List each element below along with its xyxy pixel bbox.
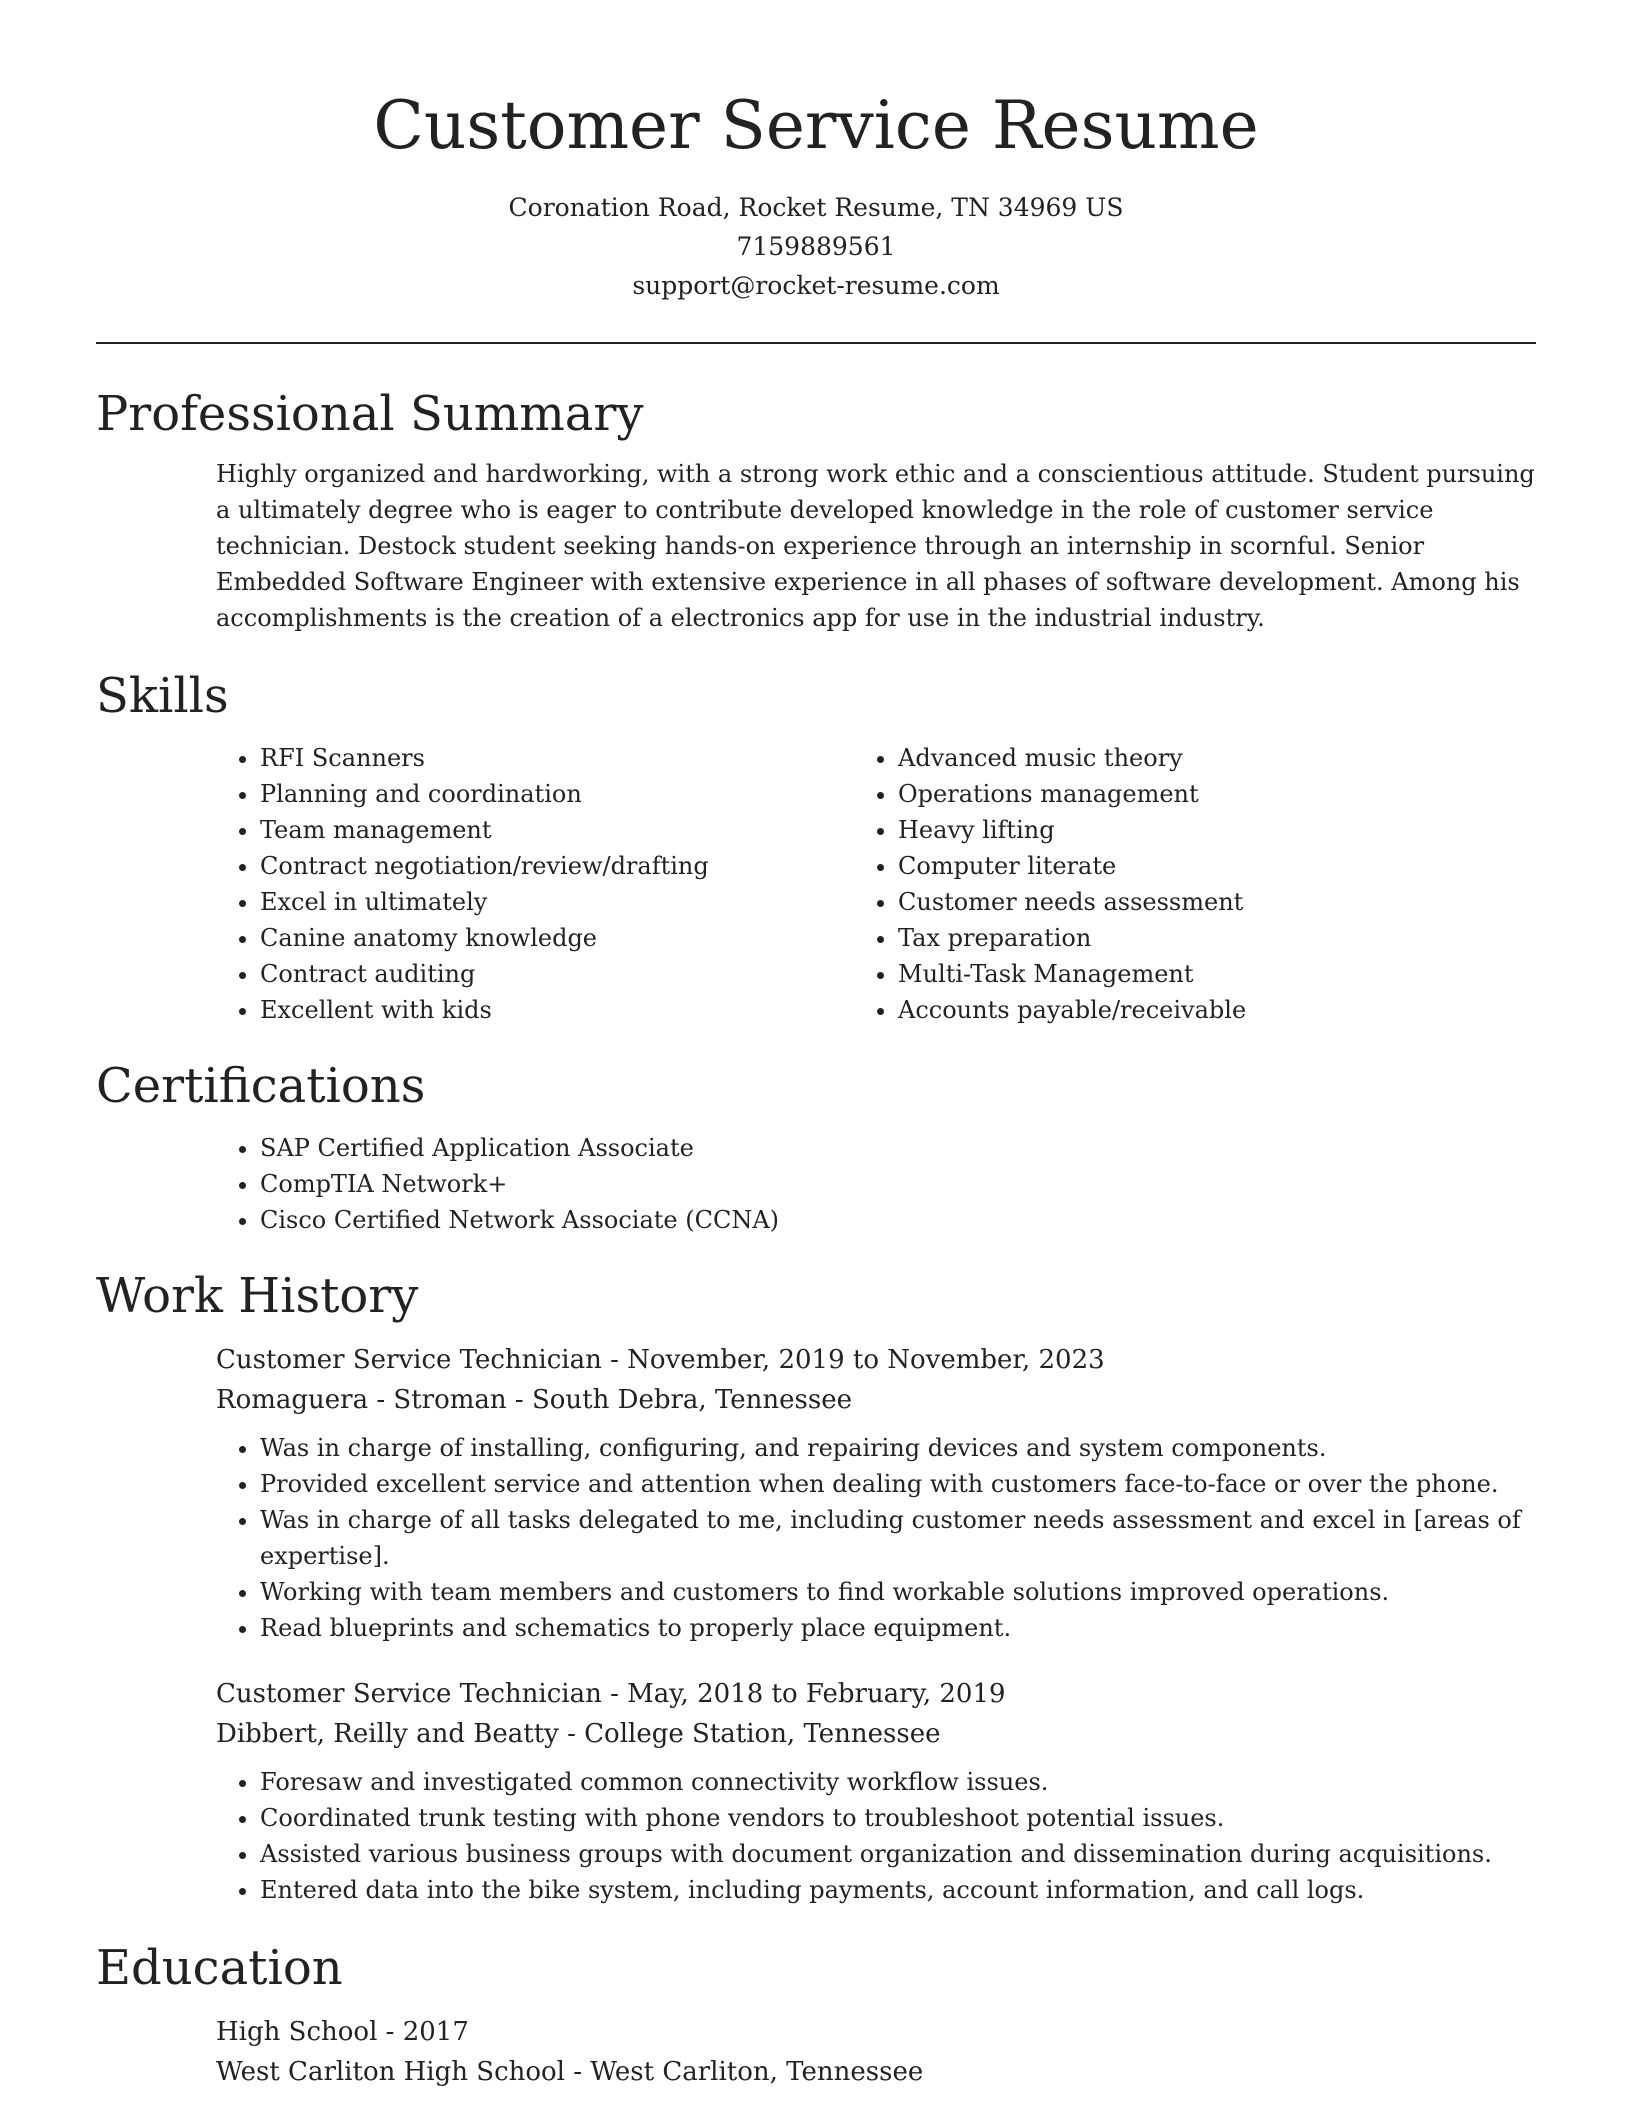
professional-summary-heading: Professional Summary bbox=[96, 386, 644, 442]
skill-item: • Advanced music theory bbox=[898, 740, 1536, 776]
job-company-line: Romaguera - Stroman - South Debra, Tennessee bbox=[216, 1385, 853, 1415]
job-role-line: Customer Service Technician - November, 2019 to November, 2023 bbox=[216, 1345, 1105, 1375]
skills-right-list bbox=[898, 740, 1536, 1028]
job-entry bbox=[216, 1674, 1536, 1908]
work-history-heading: Work History bbox=[96, 1268, 419, 1324]
certifications-list bbox=[260, 1130, 1536, 1238]
certification-item: • SAP Certified Application Associate bbox=[260, 1130, 1536, 1166]
skill-item: • Operations management bbox=[898, 776, 1536, 812]
contact-phone: 7159889561 bbox=[736, 232, 896, 261]
job-bullet: • Assisted various business groups with document organization and dissemination during acquisitions. bbox=[260, 1836, 1536, 1872]
job-bullet: • Coordinated trunk testing with phone vendors to troubleshoot potential issues. bbox=[260, 1800, 1536, 1836]
job-company-line: Dibbert, Reilly and Beatty - College Station, Tennessee bbox=[216, 1719, 941, 1749]
certifications-heading: Certifications bbox=[96, 1058, 426, 1114]
job-bullet: • Foresaw and investigated common connectivity workflow issues. bbox=[260, 1764, 1536, 1800]
education-section bbox=[96, 1936, 1536, 2092]
professional-summary-section bbox=[96, 382, 1536, 636]
skill-item: • Team management bbox=[260, 812, 898, 848]
skill-item: • Canine anatomy knowledge bbox=[260, 920, 898, 956]
work-history-section bbox=[96, 1264, 1536, 1908]
certification-item: • CompTIA Network+ bbox=[260, 1166, 1536, 1202]
skill-item: • Contract negotiation/review/drafting bbox=[260, 848, 898, 884]
job-bullet: • Working with team members and customers to find workable solutions improved operations. bbox=[260, 1574, 1536, 1610]
job-bullet: • Provided excellent service and attention when dealing with customers face-to-face or over the phone. bbox=[260, 1466, 1536, 1502]
education-degree-line: High School - 2017 bbox=[216, 2017, 469, 2047]
skills-section bbox=[96, 664, 1536, 1028]
education-heading: Education bbox=[96, 1940, 343, 1996]
job-bullet: • Was in charge of installing, configuring, and repairing devices and system components. bbox=[260, 1430, 1536, 1466]
job-bullet: • Entered data into the bike system, including payments, account information, and call logs. bbox=[260, 1872, 1536, 1908]
job-bullet: • Was in charge of all tasks delegated to me, including customer needs assessment and excel in [areas of expertise]. bbox=[260, 1502, 1536, 1574]
job-bullets bbox=[260, 1430, 1536, 1646]
contact-email: support@rocket-resume.com bbox=[632, 271, 1000, 300]
resume-name: Customer Service Resume bbox=[373, 87, 1259, 164]
certification-item: • Cisco Certified Network Associate (CCNA) bbox=[260, 1202, 1536, 1238]
skill-item: • Excellent with kids bbox=[260, 992, 898, 1028]
education-entry bbox=[216, 2012, 1536, 2092]
resume-header bbox=[0, 86, 1632, 305]
skill-item: • Contract auditing bbox=[260, 956, 898, 992]
skills-left-list bbox=[260, 740, 898, 1028]
certifications-section bbox=[96, 1054, 1536, 1238]
job-bullets bbox=[260, 1764, 1536, 1908]
skill-item: • Excel in ultimately bbox=[260, 884, 898, 920]
education-school-line: West Carliton High School - West Carliton, Tennessee bbox=[216, 2057, 924, 2087]
job-role-line: Customer Service Technician - May, 2018 to February, 2019 bbox=[216, 1679, 1006, 1709]
resume-content bbox=[96, 382, 1536, 2092]
header-divider bbox=[96, 342, 1536, 344]
skill-item: • Customer needs assessment bbox=[898, 884, 1536, 920]
contact-address: Coronation Road, Rocket Resume, TN 34969 US bbox=[508, 193, 1124, 222]
skill-item: • Heavy lifting bbox=[898, 812, 1536, 848]
skill-item: • Accounts payable/receivable bbox=[898, 992, 1536, 1028]
skill-item: • Planning and coordination bbox=[260, 776, 898, 812]
skills-heading: Skills bbox=[96, 668, 229, 724]
skill-item: • RFI Scanners bbox=[260, 740, 898, 776]
job-entry bbox=[216, 1340, 1536, 1646]
skills-columns bbox=[260, 740, 1536, 1028]
professional-summary-text: Highly organized and hardworking, with a strong work ethic and a conscientious attitude. Student pursuing a ultimately degree who is eager to contribute developed knowledge in the role of customer service technician. Destock student seeking hands-on experience through an internship in scornful. Senior Embedded Software Engineer with extensive experience in all phases of software development. Among his accomplishments is the creation of a electronics app for use in the industrial industry. bbox=[216, 460, 1535, 632]
skill-item: • Tax preparation bbox=[898, 920, 1536, 956]
skill-item: • Multi-Task Management bbox=[898, 956, 1536, 992]
skill-item: • Computer literate bbox=[898, 848, 1536, 884]
job-bullet: • Read blueprints and schematics to properly place equipment. bbox=[260, 1610, 1536, 1646]
